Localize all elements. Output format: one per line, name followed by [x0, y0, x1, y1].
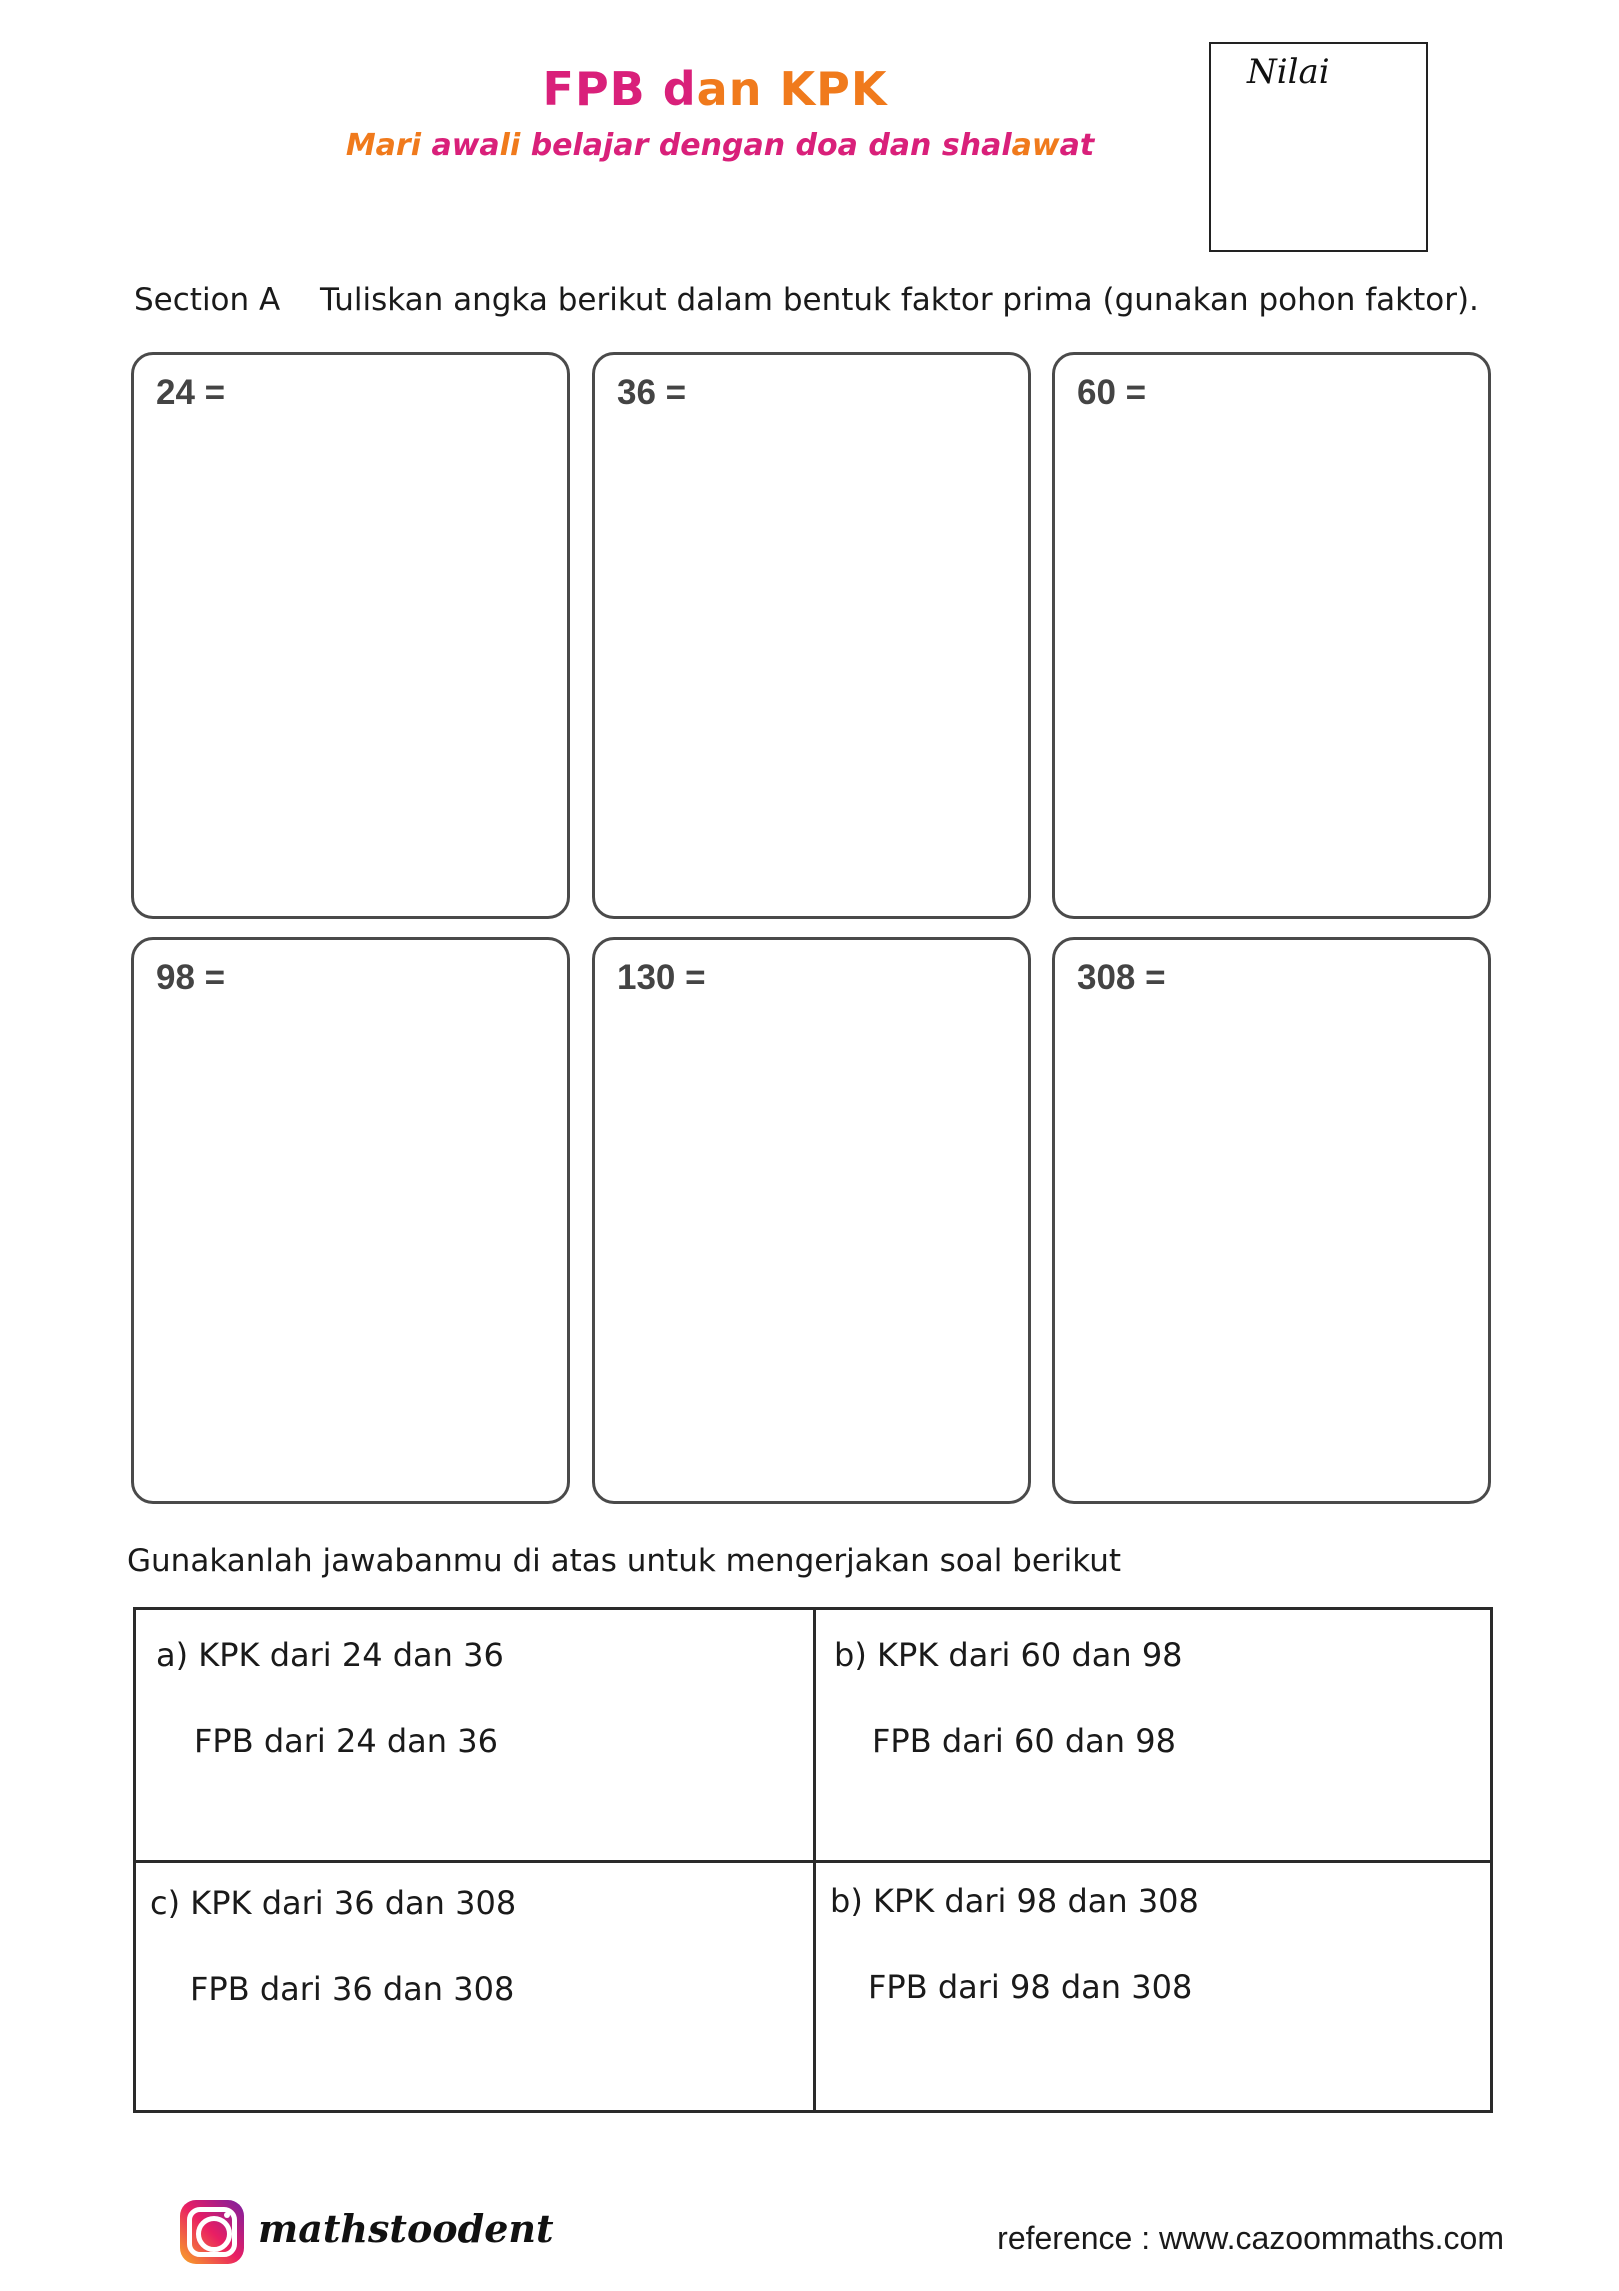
- question-kpk: c) KPK dari 36 dan 308: [150, 1884, 517, 1922]
- subtitle-word: li: [499, 128, 521, 163]
- section-a-heading: [134, 282, 1479, 318]
- subtitle-word: doa: [795, 128, 858, 163]
- factor-box-98[interactable]: [131, 937, 570, 1504]
- author-handle: mathstoodent: [258, 2206, 554, 2251]
- section-b-instruction: Gunakanlah jawabanmu di atas untuk mengerjakan soal berikut: [127, 1543, 1122, 1579]
- factor-box-label: 36 =: [617, 373, 687, 412]
- section-label: Section A: [134, 282, 281, 318]
- factor-box-60[interactable]: [1052, 352, 1491, 919]
- subtitle-word: dan: [868, 128, 932, 163]
- subtitle-word: belajar: [530, 128, 649, 163]
- title-part-3: n KPK: [728, 62, 888, 116]
- factor-box-label: 130 =: [617, 958, 706, 997]
- score-box[interactable]: [1209, 42, 1428, 252]
- subtitle-word: awa: [431, 128, 500, 163]
- question-table: [133, 1607, 1493, 2113]
- score-label: Nilai: [1247, 52, 1330, 92]
- reference-text: reference : www.cazoommaths.com: [997, 2220, 1504, 2256]
- question-fpb: FPB dari 36 dan 308: [190, 1970, 515, 2008]
- question-fpb: FPB dari 98 dan 308: [868, 1968, 1193, 2006]
- factor-box-label: 98 =: [156, 958, 226, 997]
- factor-box-label: 308 =: [1077, 958, 1166, 997]
- question-fpb: FPB dari 24 dan 36: [194, 1722, 498, 1760]
- question-fpb: FPB dari 60 dan 98: [872, 1722, 1176, 1760]
- subtitle-word: shal: [941, 128, 1012, 163]
- subtitle-word: dengan: [658, 128, 786, 163]
- title-part-2: a: [696, 62, 729, 116]
- title-part-1: FPB d: [542, 62, 697, 116]
- subtitle-word: aw: [1011, 128, 1060, 163]
- factor-box-label: 24 =: [156, 373, 226, 412]
- factor-box-308[interactable]: [1052, 937, 1491, 1504]
- subtitle-word: Mari: [345, 128, 421, 163]
- factor-box-label: 60 =: [1077, 373, 1147, 412]
- factor-box-130[interactable]: [592, 937, 1031, 1504]
- question-kpk: a) KPK dari 24 dan 36: [156, 1636, 504, 1674]
- subtitle-word: at: [1059, 128, 1095, 163]
- factor-box-36[interactable]: [592, 352, 1031, 919]
- factor-box-24[interactable]: [131, 352, 570, 919]
- question-kpk: b) KPK dari 98 dan 308: [830, 1882, 1199, 1920]
- instagram-icon: [180, 2200, 244, 2264]
- question-kpk: b) KPK dari 60 dan 98: [834, 1636, 1183, 1674]
- table-divider-horizontal: [136, 1860, 1490, 1863]
- section-instruction: Tuliskan angka berikut dalam bentuk faktor prima (gunakan pohon faktor).: [320, 282, 1479, 318]
